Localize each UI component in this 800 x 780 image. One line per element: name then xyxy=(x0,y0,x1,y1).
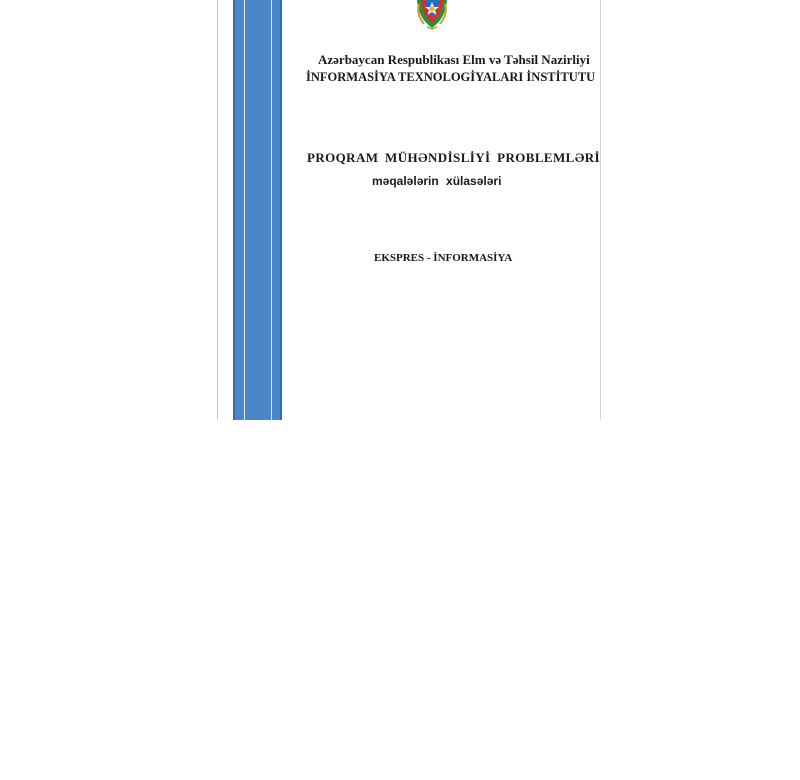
institute-name: İNFORMASİYA TEXNOLOGİYALARI İNSTİTUTU xyxy=(306,70,596,84)
state-emblem-icon xyxy=(415,0,449,30)
series-label: EKSPRES - İNFORMASİYA xyxy=(374,252,513,264)
side-band xyxy=(233,0,282,420)
document-subtitle: məqalələrin xülasələri xyxy=(372,174,502,188)
ministry-name: Azərbaycan Respublikası Elm və Təhsil Nazirliyi xyxy=(318,52,590,67)
side-band-label: EKSPRES - İNFORMASİYA xyxy=(24,319,44,780)
side-band-frame xyxy=(244,0,272,420)
document-title: PROQRAM MÜHƏNDİSLİYİ PROBLEMLƏRİ xyxy=(307,150,600,165)
